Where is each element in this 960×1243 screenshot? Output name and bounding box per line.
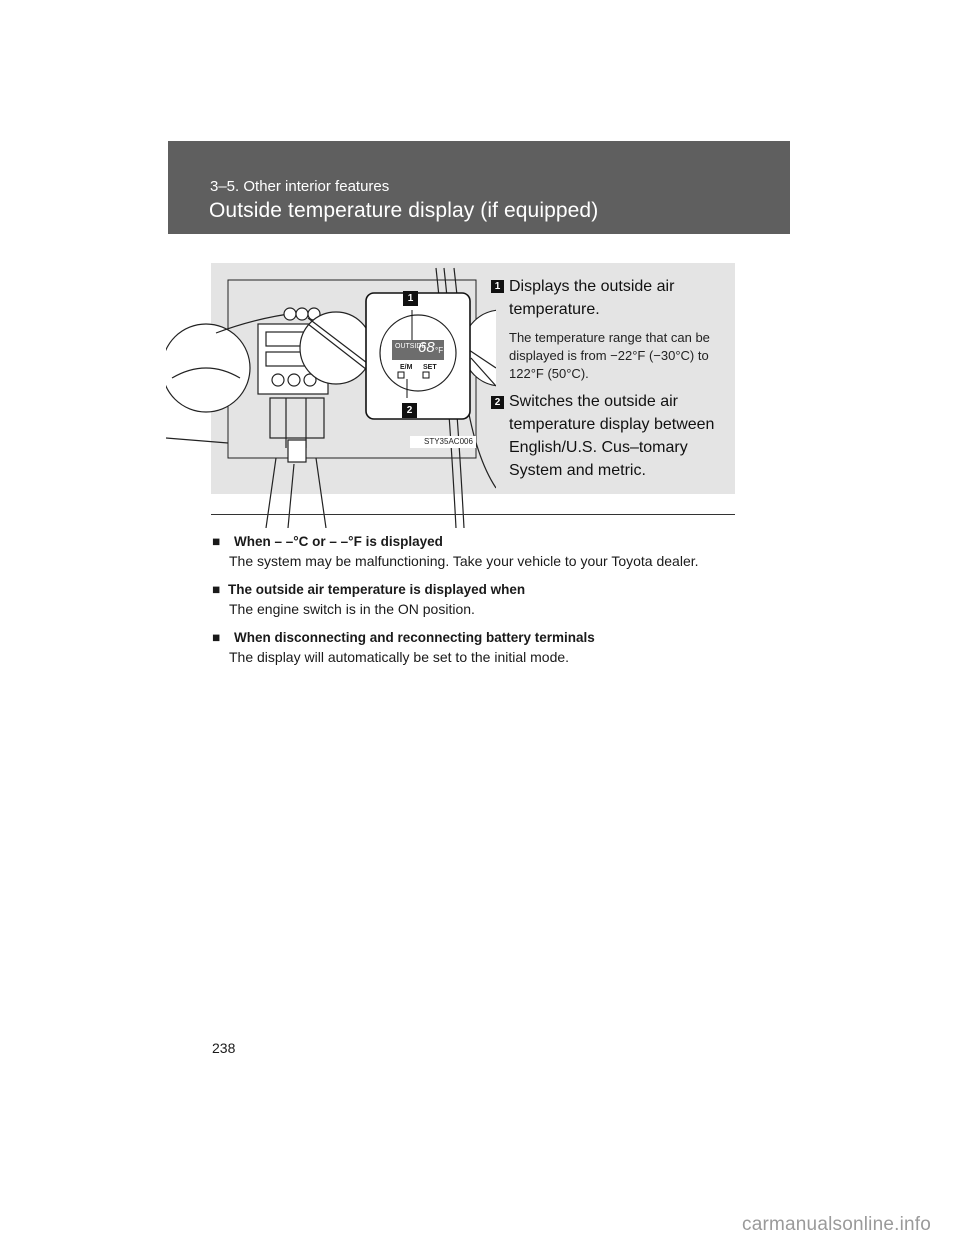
- dashboard-illustration: [166, 258, 496, 528]
- callout-2-main: Switches the outside air temperature display between English/U.S. Cus‒tomary System and metric.: [509, 393, 715, 479]
- callout-number-badge: 1: [491, 280, 504, 293]
- figure-code: STY35AC006: [424, 437, 473, 446]
- set-button-label: SET: [423, 364, 437, 371]
- callout-2: [491, 390, 731, 485]
- callout-marker-2: 2: [402, 403, 417, 418]
- divider: [211, 514, 735, 515]
- note-body: The engine switch is in the ON position.: [229, 601, 475, 617]
- callout-number-badge: 2: [491, 396, 504, 409]
- callout-marker-1: 1: [403, 291, 418, 306]
- callout-1: [491, 275, 731, 385]
- note-marker: ■: [212, 630, 221, 645]
- page-number: 238: [212, 1040, 236, 1056]
- display-outside-label: OUTSIDE: [395, 343, 427, 350]
- em-button-label: E/M: [400, 364, 413, 371]
- note-heading: [212, 580, 752, 599]
- note-heading-text: The outside air temperature is displayed when: [228, 582, 526, 597]
- watermark-text[interactable]: carmanualsonline.info: [742, 1214, 932, 1235]
- note-heading: [212, 628, 752, 647]
- display-unit: °F: [435, 346, 444, 355]
- callout-1-main: Displays the outside air temperature.: [509, 278, 675, 318]
- note-body: The display will automatically be set to the initial mode.: [229, 649, 570, 665]
- callout-1-sub: The temperature range that can be displayed is from −22°F (−30°C) to 122°F (50°C).: [509, 330, 710, 381]
- note-body: The system may be malfunctioning. Take your vehicle to your Toyota dealer.: [229, 553, 699, 569]
- page-header: [168, 141, 790, 234]
- note-heading-text: When – –°C or – –°F is displayed: [234, 534, 443, 549]
- display-temperature-value: 68: [418, 339, 435, 356]
- note-marker: ■: [212, 534, 221, 549]
- note-heading-text: When disconnecting and reconnecting battery terminals: [234, 630, 595, 645]
- notes-section: [212, 532, 752, 676]
- page-title: Outside temperature display (if equipped): [209, 199, 599, 222]
- note-marker: ■: [212, 582, 221, 597]
- section-label: 3‒5. Other interior features: [210, 178, 390, 195]
- note-heading: [212, 532, 752, 551]
